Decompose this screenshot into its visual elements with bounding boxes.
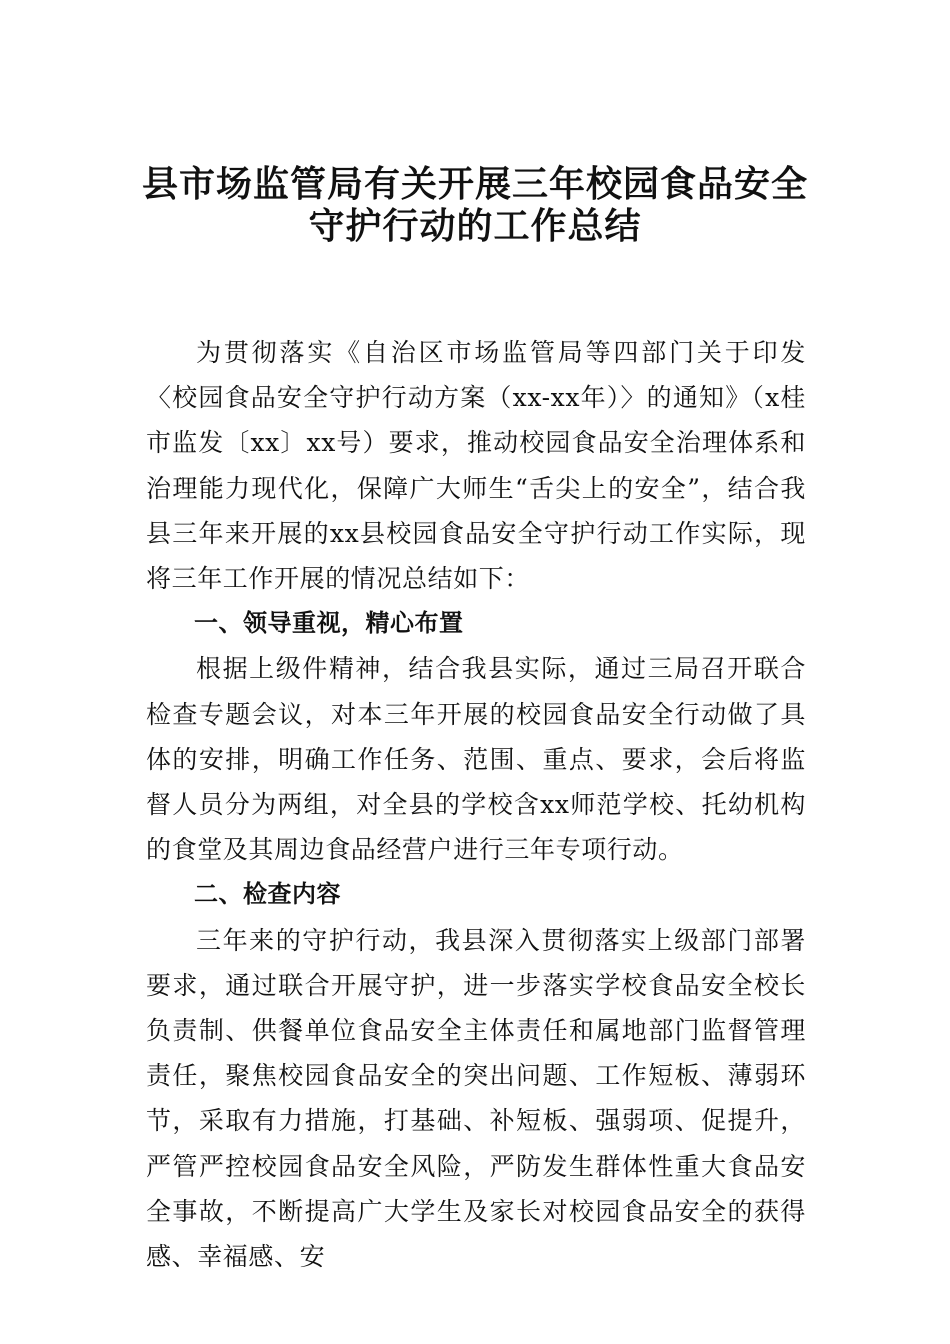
document-title-line1: 县市场监管局有关开展三年校园食品安全: [141, 163, 808, 205]
section1-heading: 一、领导重视，精心布置: [194, 609, 464, 638]
section2-paragraph: 三年来的守护行动，我县深入贯彻落实上级部门部署要求，通过联合开展守护，进一步落实学校食品安全校长负责制、供餐单位食品安全主体责任和属地部门监督管理责任，聚焦校园食品安全的突出问题、工作短板、薄弱环节，采取有力措施，打基础、补短板、强弱项、促提升，严管严控校园食品安全风险，严防发生群体性重大食品安全事故，不断提高广大学生及家长对校园食品安全的获得感、幸福感、安: [146, 925, 806, 1272]
document-title-line2: 守护行动的工作总结: [308, 205, 642, 247]
document-body: [146, 330, 806, 1279]
section2-heading: 二、检查内容: [194, 880, 341, 909]
intro-paragraph: 为贯彻落实《自治区市场监管局等四部门关于印发〈校园食品安全守护行动方案（xx-xx年）〉的通知》（x桂市监发〔xx〕xx号）要求，推动校园食品安全治理体系和治理能力现代化，保障广大师生“舌尖上的安全”，结合我县三年来开展的xx县校园食品安全守护行动工作实际，现将三年工作开展的情况总结如下：: [146, 338, 806, 594]
section1-paragraph: 根据上级件精神，结合我县实际，通过三局召开联合检查专题会议，对本三年开展的校园食品安全行动做了具体的安排，明确工作任务、范围、重点、要求，会后将监督人员分为两组，对全县的学校含xx师范学校、托幼机构的食堂及其周边食品经营户进行三年专项行动。: [146, 654, 806, 865]
